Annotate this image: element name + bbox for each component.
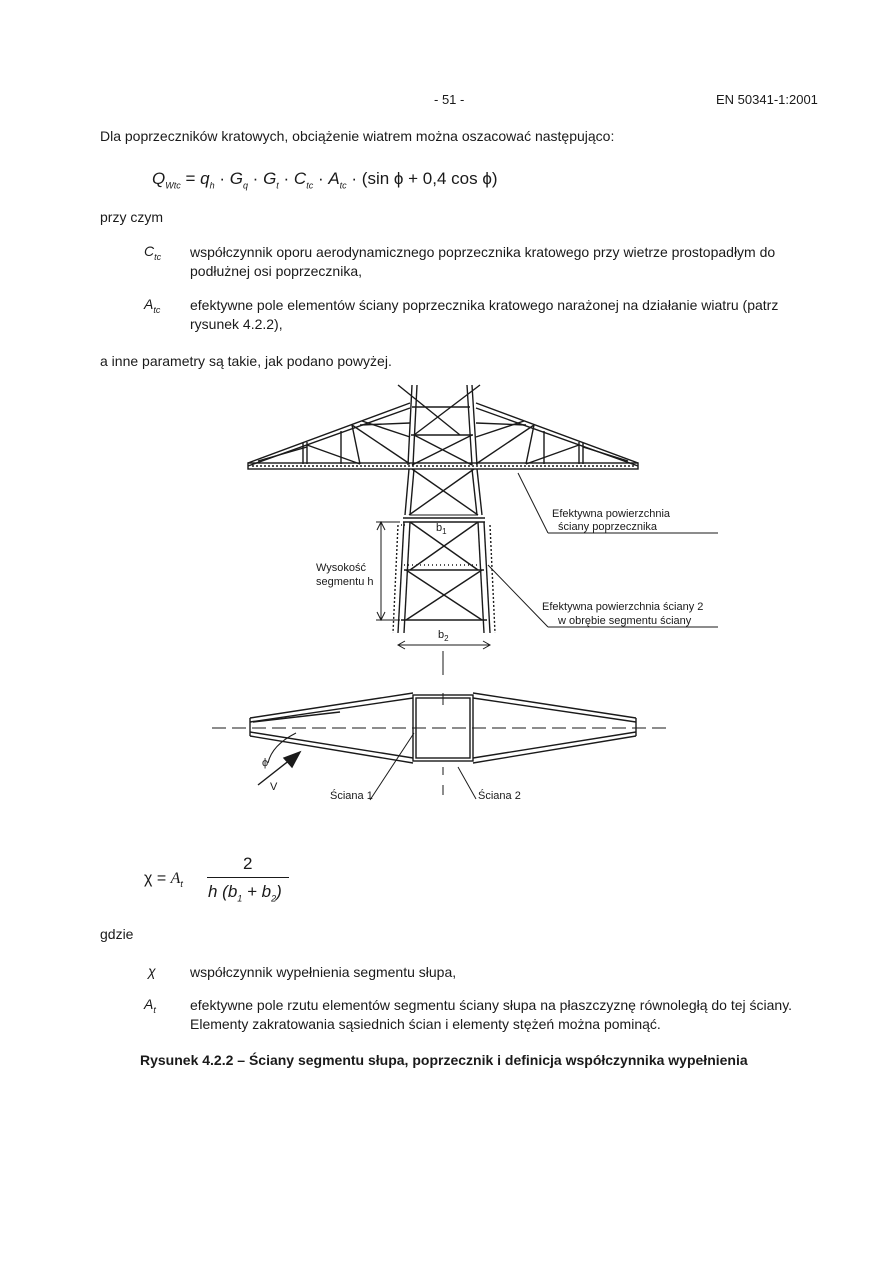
wind-v-label: V — [270, 781, 278, 793]
plan-right-arm-bottom — [473, 736, 636, 763]
chi-formula-numerator: 2 — [243, 854, 253, 873]
symbol-atc: $A_{tc}$ — [144, 296, 161, 315]
tower-leg-upper-right — [467, 385, 472, 465]
figure-caption: Rysunek 4.2.2 – Ściany segmentu słupa, poprzecznik i definicja współczynnika wypełnienia — [140, 1052, 748, 1068]
intro-text: Dla poprzeczników kratowych, obciążenie wiatrem można oszacować następująco: — [100, 128, 615, 144]
document-code: EN 50341-1:2001 — [716, 92, 818, 107]
crossarm-right-top-chord — [476, 403, 638, 463]
height-label-2: segmentu h — [316, 576, 374, 588]
definition-at: efektywne pole rzutu elementów segmentu ściany słupa na płaszczyznę równoległą do tej ściany. Elementy zakratowania sąsiednich ścian i elementy stężeń można pominąć. — [190, 997, 793, 1032]
crossarm-left-top-chord — [248, 403, 410, 463]
chi-formula-lhs: $\chi = A_t$ — [144, 870, 183, 890]
wind-load-formula: $Q_{Wtc} = q_h \cdot G_q \cdot G_t \cdot C_{tc} \cdot A_{tc} \cdot (\sin$ ϕ + 0,4 cos ϕ) — [152, 169, 498, 191]
wall-area-label-1: Efektywna powierzchnia ściany 2 — [542, 601, 704, 613]
segment-right-leg — [478, 522, 484, 633]
tower-figure — [0, 375, 893, 895]
definition-ctc: współczynnik oporu aerodynamicznego poprzecznika kratowego przy wietrze prostopadłym do podłużnej osi poprzecznika, — [190, 244, 776, 279]
przy-czym-label: przy czym — [100, 209, 163, 225]
chi-formula-denominator: h $(b_1 + b_2)$ — [208, 882, 282, 904]
wall-area-label-2: w obrębie segmentu ściany — [558, 615, 692, 627]
symbol-ctc: $C_{tc}$ — [144, 243, 162, 262]
tower-leg-upper-left — [408, 385, 412, 465]
wall-2-label: Ściana 2 — [478, 790, 521, 802]
phi-label: ϕ — [262, 757, 269, 769]
definition-chi: współczynnik wypełnienia segmentu słupa, — [190, 964, 457, 980]
symbol-chi: χ — [148, 963, 156, 979]
segment-left-leg — [398, 522, 404, 633]
b2-label: $b_2$ — [438, 629, 449, 643]
b1-label: $b_1$ — [436, 522, 447, 536]
height-label-1: Wysokość — [316, 562, 367, 574]
definition-atc: efektywne pole elementów ściany poprzecznika kratowego narażonej na działanie wiatru (patrz rysunek 4.2.2), — [190, 297, 779, 332]
crossarm-area-label-2: ściany poprzecznika — [558, 521, 658, 533]
other-params-text: a inne parametry są takie, jak podano powyżej. — [100, 353, 392, 369]
symbol-at: $A_t$ — [144, 996, 156, 1015]
crossarm-area-label-1: Efektywna powierzchnia — [552, 508, 671, 520]
gdzie-label: gdzie — [100, 926, 134, 942]
plan-right-arm-top — [473, 693, 636, 718]
page-number: - 51 - — [434, 92, 465, 107]
plan-left-arm-top — [250, 693, 413, 718]
fraction-bar — [207, 877, 289, 878]
wall-1-label: Ściana 1 — [330, 790, 373, 802]
